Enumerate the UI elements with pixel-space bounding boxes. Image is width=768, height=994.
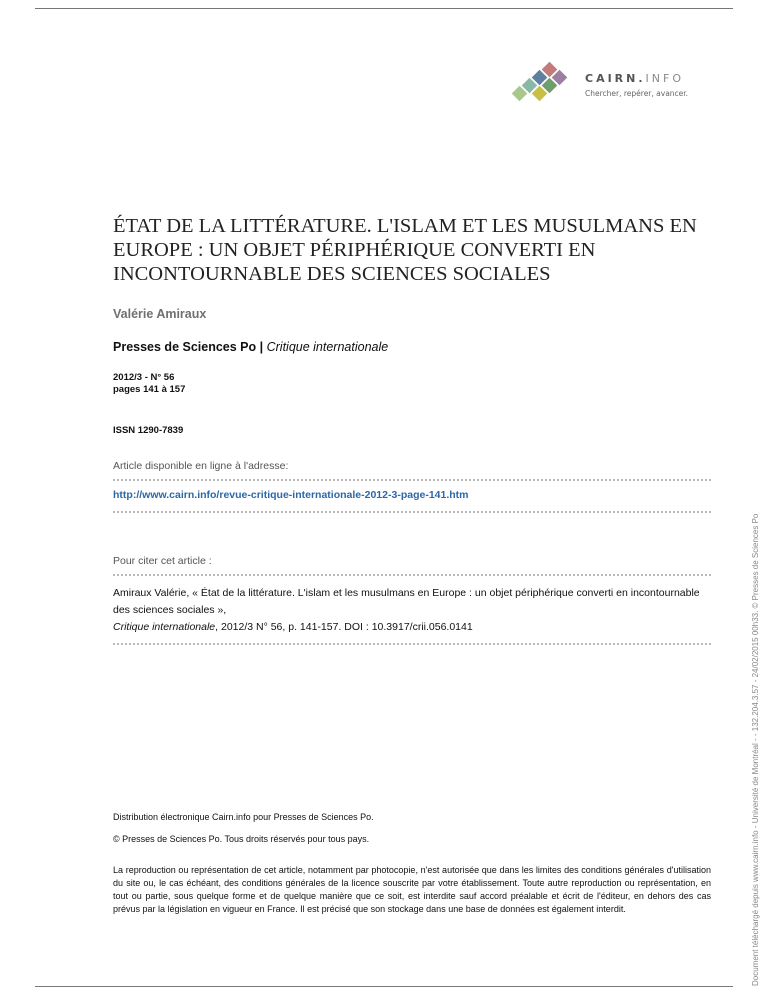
dotted-divider (113, 511, 711, 513)
legal-notice: La reproduction ou représentation de cet article, notamment par photocopie, n'est autorisée que dans les limites des conditions générales d'utilisation du site ou, le cas échéant, des conditions générales de la licence souscrite par votre établissement. Toute autre reproduction ou représentation, en tout ou partie, sous quelque forme et de quelque manière que ce soit, est interdite sauf accord préalable et écrit de l'éditeur, en dehors des cas prévus par la législation en vigueur en France. Il est précisé que son stockage dans une base de données est également interdit. (113, 865, 711, 914)
issue-number: 2012/3 - N° 56 (113, 372, 175, 383)
distribution-note: Distribution électronique Cairn.info pour Presses de Sciences Po. (113, 812, 374, 822)
logo-tagline: Chercher, repérer, avancer. (585, 89, 689, 98)
article-title: ÉTAT DE LA LITTÉRATURE. L'ISLAM ET LES MUSULMANS EN EUROPE : UN OBJET PÉRIPHÉRIQUE CONVERTI EN INCONTOURNABLE DES SCIENCES SOCIALES (113, 215, 697, 285)
journal-name: Critique internationale (266, 340, 389, 354)
citation-source (113, 619, 713, 636)
cite-label: Pour citer cet article : (113, 555, 212, 567)
dotted-divider (113, 574, 711, 576)
cairn-logo-mark-icon (512, 62, 582, 102)
publisher-name: Presses de Sciences Po (113, 340, 257, 354)
bottom-rule (35, 986, 733, 987)
citation-journal: Critique internationale (113, 621, 216, 633)
dotted-divider (113, 643, 711, 645)
access-label: Article disponible en ligne à l'adresse: (113, 460, 289, 472)
copyright-note: © Presses de Sciences Po. Tous droits réservés pour tous pays. (113, 834, 370, 844)
publisher-separator: | (256, 340, 267, 354)
top-rule (35, 8, 733, 9)
citation-text: Amiraux Valérie, « État de la littérature. L'islam et les musulmans en Europe : un objet périphérique converti en incontournable des sciences sociales », (113, 587, 700, 616)
page-range: pages 141 à 157 (113, 384, 186, 395)
logo-wordmark-main: CAIRN (585, 72, 639, 85)
dotted-divider (113, 479, 711, 481)
article-author: Valérie Amiraux (113, 307, 207, 321)
cairn-logo[interactable] (512, 62, 712, 112)
logo-wordmark (585, 72, 684, 85)
citation-block (113, 585, 713, 636)
publisher-line (113, 340, 388, 354)
article-url-link[interactable]: http://www.cairn.info/revue-critique-internationale-2012-3-page-141.htm (113, 489, 469, 501)
citation-details: , 2012/3 N° 56, p. 141-157. DOI : 10.3917/crii.056.0141 (215, 621, 473, 633)
logo-wordmark-sep: . (638, 72, 646, 85)
issn: ISSN 1290-7839 (113, 425, 184, 436)
download-watermark: Document téléchargé depuis www.cairn.info - Université de Montréal - - 132.204.3.57 - 24/02/2015 00h33. © Presses de Sciences Po (751, 513, 760, 986)
logo-wordmark-ext: INFO (645, 72, 685, 85)
issue-info (113, 372, 185, 396)
logo-diamonds (512, 62, 567, 101)
